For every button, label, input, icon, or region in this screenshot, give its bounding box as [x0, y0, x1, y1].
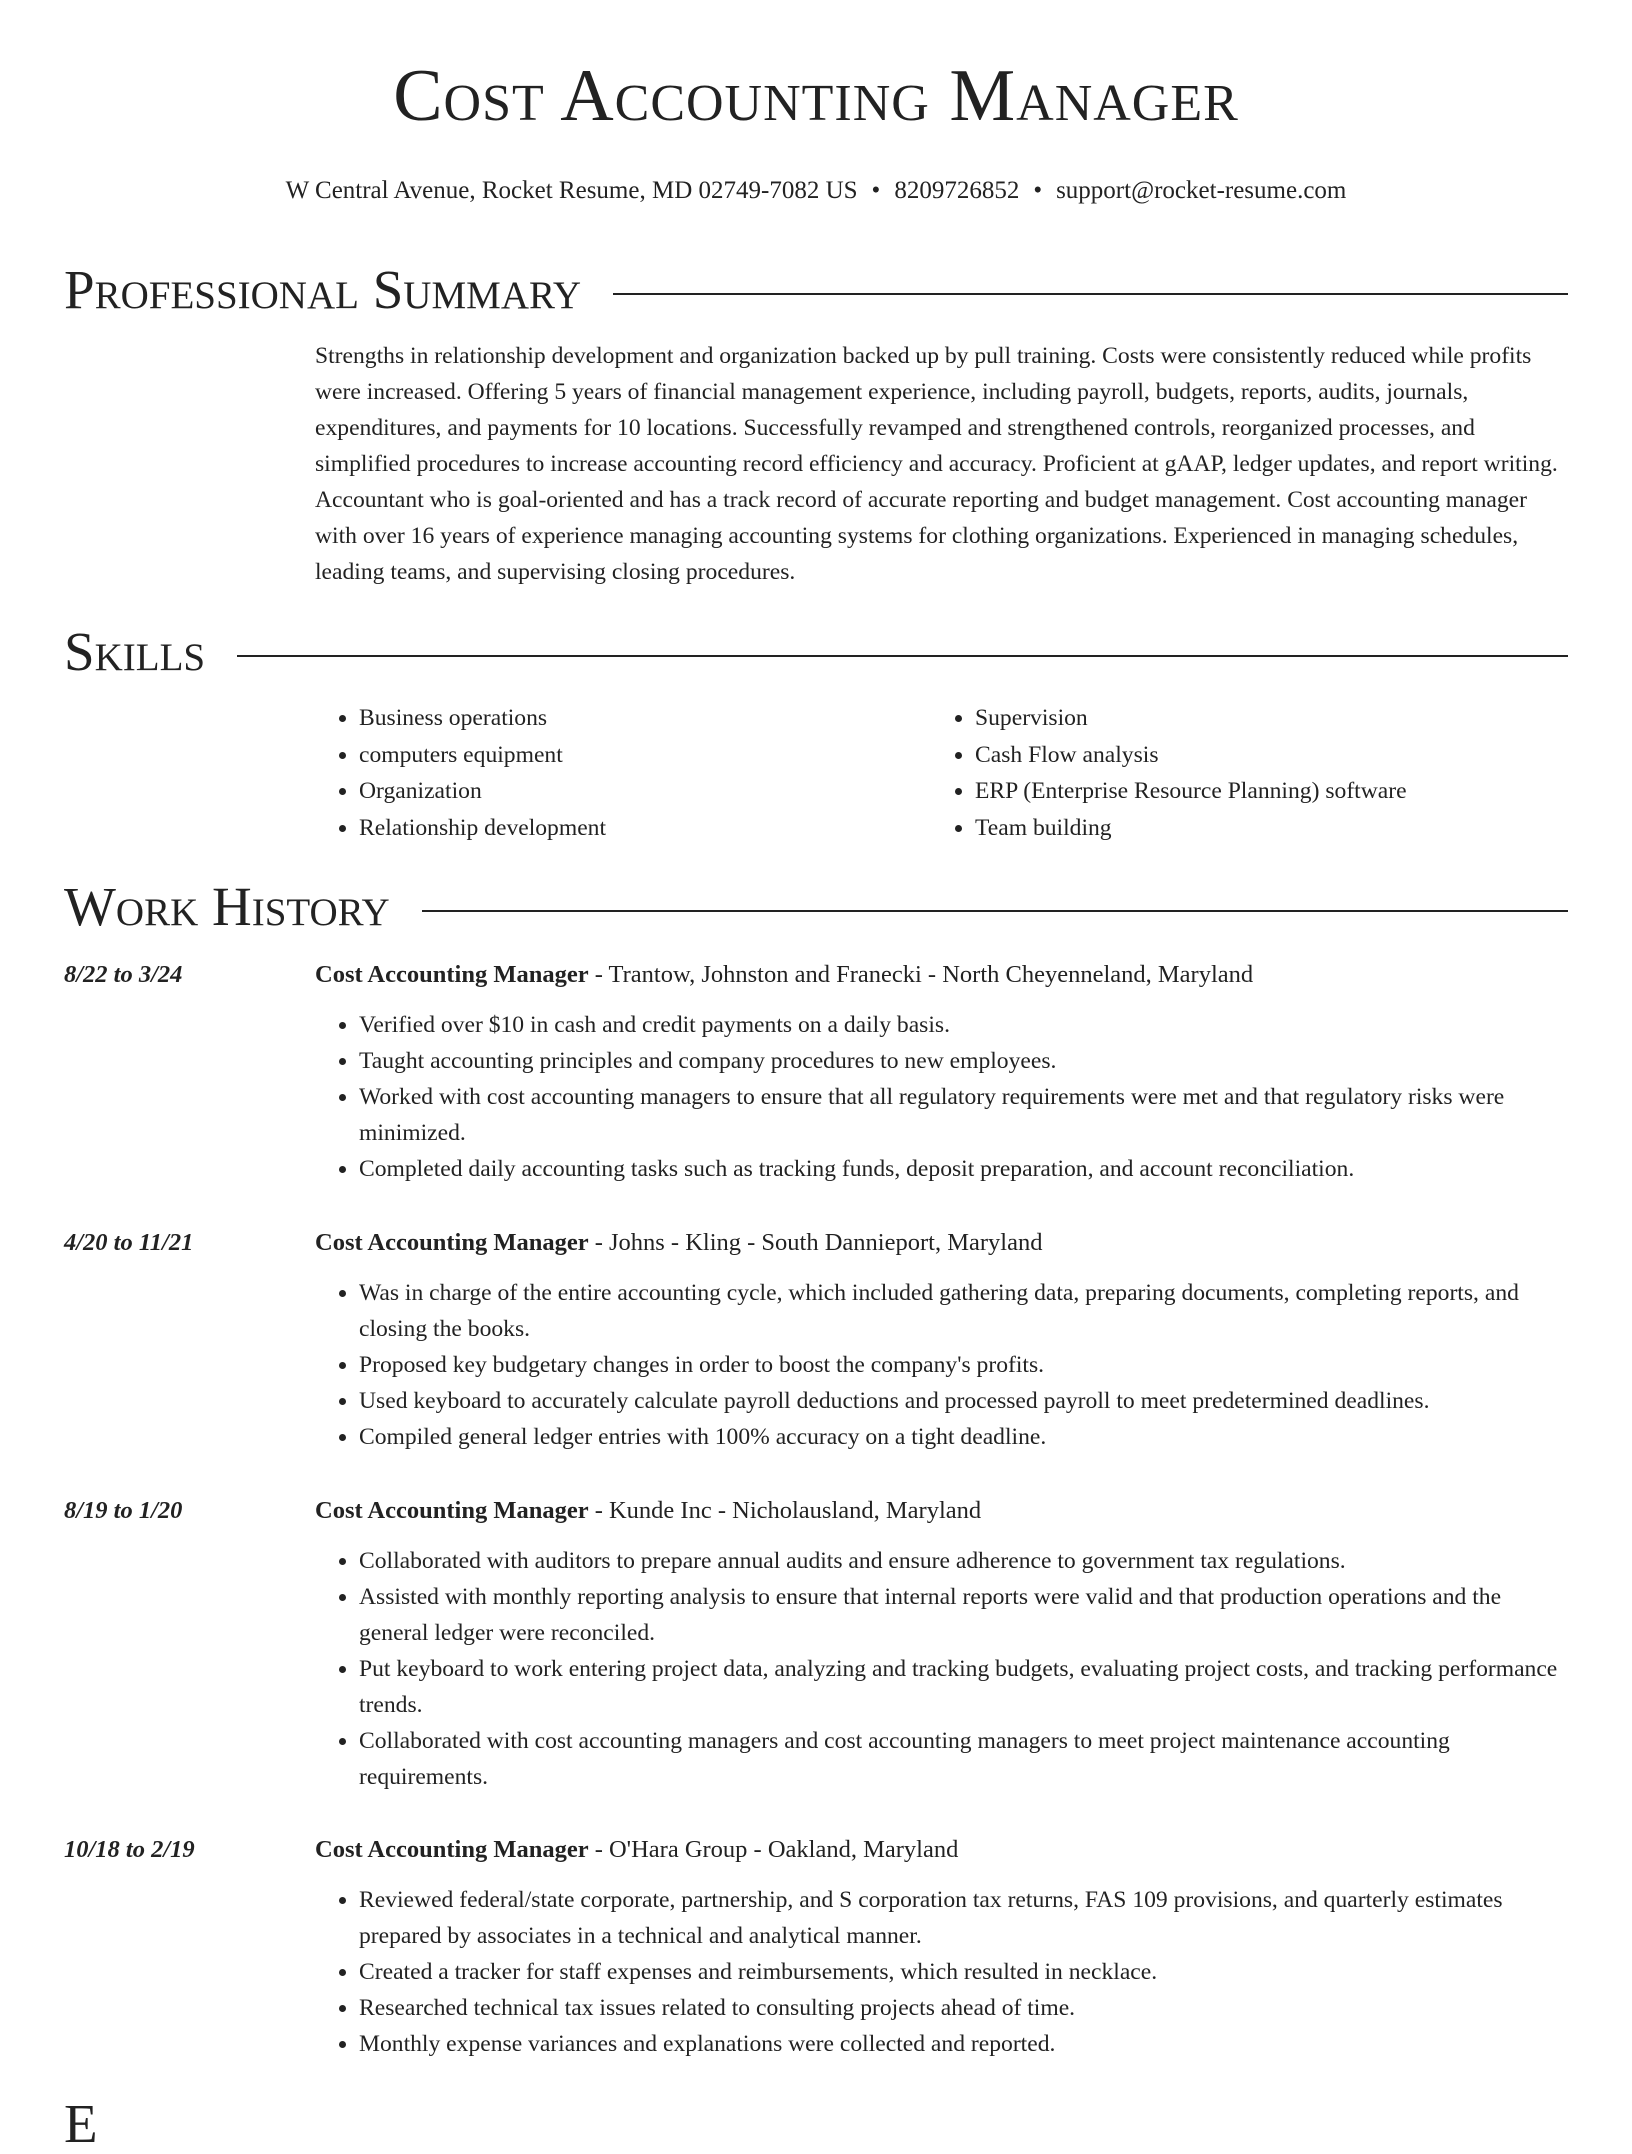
job-heading: [315, 1493, 981, 1529]
job-date: 8/22 to 3/24: [64, 961, 183, 988]
contact-address: W Central Avenue, Rocket Resume, MD 02749-7082 US: [285, 177, 858, 204]
job-date: 10/18 to 2/19: [64, 1836, 195, 1863]
contact-email: support@rocket-resume.com: [1056, 177, 1347, 204]
contact-phone: 8209726852: [894, 177, 1020, 204]
job-bullet: • Verified over $10 in cash and credit payments on a daily basis.: [359, 1007, 1568, 1043]
skill-item: • Cash Flow analysis: [975, 737, 1407, 774]
job-bullet: • Assisted with monthly reporting analysis to ensure that internal reports were valid and that production operations and the general ledger were reconciled.: [359, 1579, 1568, 1651]
job-company: - O'Hara Group - Oakland, Maryland: [588, 1836, 959, 1863]
skill-item: • Team building: [975, 810, 1407, 847]
job-date: 4/20 to 11/21: [64, 1229, 194, 1256]
section-header-work: [64, 876, 1568, 937]
section-title-skills: Skills: [64, 621, 206, 682]
job-company: - Johns - Kling - South Dannieport, Maryland: [588, 1229, 1043, 1256]
job-bullets: [315, 1275, 1568, 1455]
section-header-skills: [64, 621, 1568, 682]
resume-title: Cost Accounting Manager: [393, 55, 1239, 137]
job-bullets: [315, 1007, 1568, 1187]
job-bullet: • Monthly expense variances and explanations were collected and reported.: [359, 2026, 1568, 2062]
job-bullet: • Compiled general ledger entries with 100% accuracy on a tight deadline.: [359, 1419, 1568, 1455]
job-bullet: • Was in charge of the entire accounting cycle, which included gathering data, preparing documents, completing reports, and closing the books.: [359, 1275, 1568, 1347]
section-title-summary: Professional Summary: [64, 259, 582, 320]
section-divider: [422, 910, 1568, 912]
skill-item: • ERP (Enterprise Resource Planning) software: [975, 773, 1407, 810]
job-heading: [315, 957, 1253, 993]
job-bullet: • Collaborated with cost accounting managers and cost accounting managers to meet project maintenance accounting requirements.: [359, 1723, 1568, 1795]
section-title-partial: E: [64, 2093, 98, 2154]
job-heading: [315, 1832, 958, 1868]
contact-separator: •: [1033, 177, 1043, 204]
job-bullet: • Proposed key budgetary changes in order to boost the company's profits.: [359, 1347, 1568, 1383]
job-bullet: • Worked with cost accounting managers to ensure that all regulatory requirements were met and that regulatory risks were minimized.: [359, 1079, 1568, 1151]
job-title: Cost Accounting Manager: [315, 961, 589, 988]
job-bullets: [315, 1543, 1568, 1795]
skill-item: • Relationship development: [359, 810, 931, 847]
section-title-work: Work History: [64, 876, 390, 937]
section-divider: [613, 293, 1568, 295]
job-bullet: • Researched technical tax issues related to consulting projects ahead of time.: [359, 1990, 1568, 2026]
skills-column-left: [315, 700, 931, 846]
job-title: Cost Accounting Manager: [315, 1836, 589, 1863]
skill-item: • computers equipment: [359, 737, 931, 774]
skill-item: • Organization: [359, 773, 931, 810]
job-bullet: • Completed daily accounting tasks such as tracking funds, deposit preparation, and account reconciliation.: [359, 1151, 1568, 1187]
job-bullets: [315, 1882, 1568, 2062]
summary-text: Strengths in relationship development and organization backed up by pull training. Costs were consistently reduced while profits were increased. Offering 5 years of financial management experience, including payroll, budgets, reports, audits, journals, expenditures, and payments for 10 locations. Successfully revamped and strengthened controls, reorganized processes, and simplified procedures to increase accounting record efficiency and accuracy. Proficient at gAAP, ledger updates, and report writing. Accountant who is goal-oriented and has a track record of accurate reporting and budget management. Cost accounting manager with over 16 years of experience managing accounting systems for clothing organizations. Experienced in managing schedules, leading teams, and supervising closing procedures.: [315, 343, 1558, 585]
job-bullet: • Put keyboard to work entering project data, analyzing and tracking budgets, evaluating project costs, and tracking performance trends.: [359, 1651, 1568, 1723]
job-company: - Trantow, Johnston and Franecki - North Cheyenneland, Maryland: [588, 961, 1254, 988]
job-date: 8/19 to 1/20: [64, 1497, 183, 1524]
skills-column-right: [931, 700, 1407, 846]
job-company: - Kunde Inc - Nicholausland, Maryland: [588, 1497, 982, 1524]
job-bullet: • Collaborated with auditors to prepare annual audits and ensure adherence to government tax regulations.: [359, 1543, 1568, 1579]
contact-separator: •: [871, 177, 881, 204]
skill-item: • Supervision: [975, 700, 1407, 737]
section-divider: [237, 655, 1568, 657]
job-title: Cost Accounting Manager: [315, 1497, 589, 1524]
job-bullet: • Created a tracker for staff expenses and reimbursements, which resulted in necklace.: [359, 1954, 1568, 1990]
job-bullet: • Used keyboard to accurately calculate payroll deductions and processed payroll to meet predetermined deadlines.: [359, 1383, 1568, 1419]
contact-line: [0, 174, 1632, 208]
section-header-summary: [64, 259, 1568, 320]
job-title: Cost Accounting Manager: [315, 1229, 589, 1256]
job-heading: [315, 1225, 1042, 1261]
skill-item: • Business operations: [359, 700, 931, 737]
job-bullet: • Reviewed federal/state corporate, partnership, and S corporation tax returns, FAS 109 provisions, and quarterly estimates prepared by associates in a technical and analytical manner.: [359, 1882, 1568, 1954]
job-bullet: • Taught accounting principles and company procedures to new employees.: [359, 1043, 1568, 1079]
skills-list: [315, 700, 1568, 846]
